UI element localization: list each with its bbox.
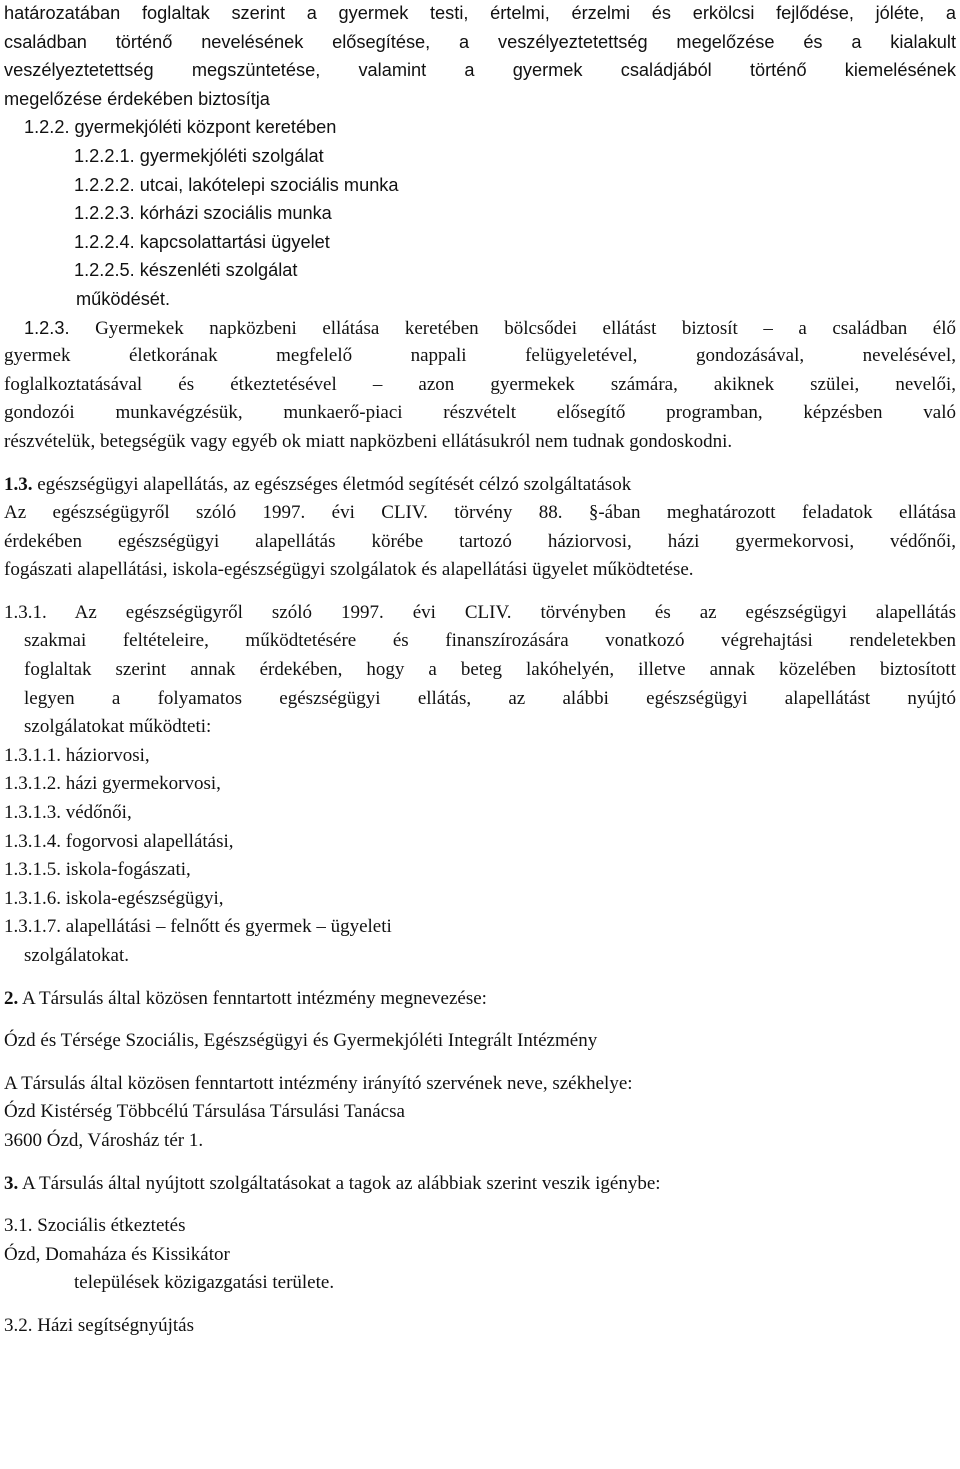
section-title: A Társulás által nyújtott szolgáltatásokat a tagok az alábbiak szerint veszik igénybe: xyxy=(21,1172,661,1194)
section-1-2-3-number: 1.2.3. xyxy=(24,317,70,338)
section-2-heading xyxy=(4,985,956,1014)
intro-line: megelőzése érdekében biztosítja xyxy=(4,88,270,109)
list-item: 1.2.2.1. gyermekjóléti szolgálat xyxy=(74,145,324,166)
list-item: 1.2.2.4. kapcsolattartási ügyelet xyxy=(74,231,330,252)
intro-line: családban történő nevelésének elősegítése, a veszélyeztetettség megelőzése és a kialakult xyxy=(4,31,956,52)
list-item: 1.3.1.1. háziorvosi, xyxy=(4,744,150,766)
document-page xyxy=(4,0,956,1341)
paragraph-line: fogászati alapellátási, iskola-egészségügyi szolgálatok és alapellátási ügyelet működtetése. xyxy=(4,559,694,581)
paragraph-line: 1.3.1. Az egészségügyről szóló 1997. évi CLIV. törvényben és az egészségügyi alapellátás xyxy=(4,601,956,623)
subsection-3-1-title: 3.1. Szociális étkeztetés xyxy=(4,1215,186,1237)
list-item: 1.2.2.5. készenléti szolgálat xyxy=(74,260,298,281)
list-item: 1.3.1.7. alapellátási – felnőtt és gyermek – ügyeleti xyxy=(4,916,392,938)
list-item: 1.2.2.3. kórházi szociális munka xyxy=(74,203,332,224)
section-1-2-2-heading: 1.2.2. gyermekjóléti központ keretében xyxy=(24,117,337,138)
section-1-2-3-first-line xyxy=(4,314,956,343)
section-3-heading xyxy=(4,1170,956,1199)
paragraph-line: szakmai feltételeire, működtetésére és finanszírozására vonatkozó végrehajtási rendeletekben xyxy=(24,630,956,652)
paragraph-line: szolgálatokat működteti: xyxy=(24,716,212,738)
paragraph-line: gondozói munkavégzésük, munkaerő-piaci részvételt elősegítő programban, képzésben való xyxy=(4,402,956,424)
section-1-3-heading xyxy=(4,471,956,500)
subsection-3-1-places: Ózd, Domaháza és Kissikátor xyxy=(4,1243,230,1265)
institution-name: Ózd és Térsége Szociális, Egészségügyi és Gyermekjóléti Integrált Intézmény xyxy=(4,1030,598,1052)
list-item: 1.3.1.4. fogorvosi alapellátási, xyxy=(4,830,234,852)
list-item: 1.2.2.2. utcai, lakótelepi szociális munka xyxy=(74,174,399,195)
paragraph-line: legyen a folyamatos egészségügyi ellátás, az alábbi egészségügyi alapellátást nyújtó xyxy=(24,687,956,709)
paragraph-line: foglalkoztatásával és étkeztetésével – azon gyermekek számára, akiknek szülei, nevelői, xyxy=(4,373,956,395)
address: 3600 Ózd, Városház tér 1. xyxy=(4,1129,204,1151)
paragraph-line: érdekében egészségügyi alapellátás körébe tartozó háziorvosi, házi gyermekorvosi, védőnői, xyxy=(4,530,956,552)
paragraph-line: részvételük, betegségük vagy egyéb ok miatt napközbeni ellátásukról nem tudnak gondoskodni. xyxy=(4,430,733,452)
section-number: 1.3. xyxy=(4,473,33,495)
section-number: 3. xyxy=(4,1172,19,1194)
governing-body-name: Ózd Kistérség Többcélú Társulása Társulási Tanácsa xyxy=(4,1101,405,1123)
governing-body-label: A Társulás által közösen fenntartott intézmény irányító szervének neve, székhelye: xyxy=(4,1072,633,1094)
section-title: egészségügyi alapellátás, az egészséges életmód segítését célzó szolgáltatások xyxy=(37,473,632,495)
section-title: A Társulás által közösen fenntartott intézmény megnevezése: xyxy=(21,987,487,1009)
subsection-3-2-title: 3.2. Házi segítségnyújtás xyxy=(4,1314,194,1336)
intro-line: határozatában foglaltak szerint a gyermek testi, értelmi, érzelmi és erkölcsi fejlődése, jóléte, a xyxy=(4,3,956,23)
list-item: 1.3.1.2. házi gyermekorvosi, xyxy=(4,773,221,795)
list-item: 1.3.1.6. iskola-egészségügyi, xyxy=(4,887,224,909)
subsection-3-1-area: települések közigazgatási területe. xyxy=(74,1272,335,1294)
paragraph-line: foglaltak szerint annak érdekében, hogy a beteg lakóhelyén, illetve annak közelében biztosított xyxy=(24,659,956,681)
section-1-2-2-tail: működését. xyxy=(76,288,171,309)
list-item: 1.3.1.3. védőnői, xyxy=(4,802,132,824)
paragraph-line: Az egészségügyről szóló 1997. évi CLIV. törvény 88. §-ában meghatározott feladatok ellátása xyxy=(4,502,956,524)
intro-line: veszélyeztetettség megszüntetése, valamint a gyermek családjából történő kiemelésének xyxy=(4,60,956,81)
section-1-2-3-text: Gyermekek napközbeni ellátása keretében bölcsődei ellátást biztosít – a családban élő xyxy=(95,317,957,339)
list-item: 1.3.1.5. iskola-fogászati, xyxy=(4,859,191,881)
paragraph-line: gyermek életkorának megfelelő nappali felügyeletével, gondozásával, nevelésével, xyxy=(4,345,956,367)
section-number: 2. xyxy=(4,987,19,1009)
list-tail: szolgálatokat. xyxy=(24,945,129,966)
